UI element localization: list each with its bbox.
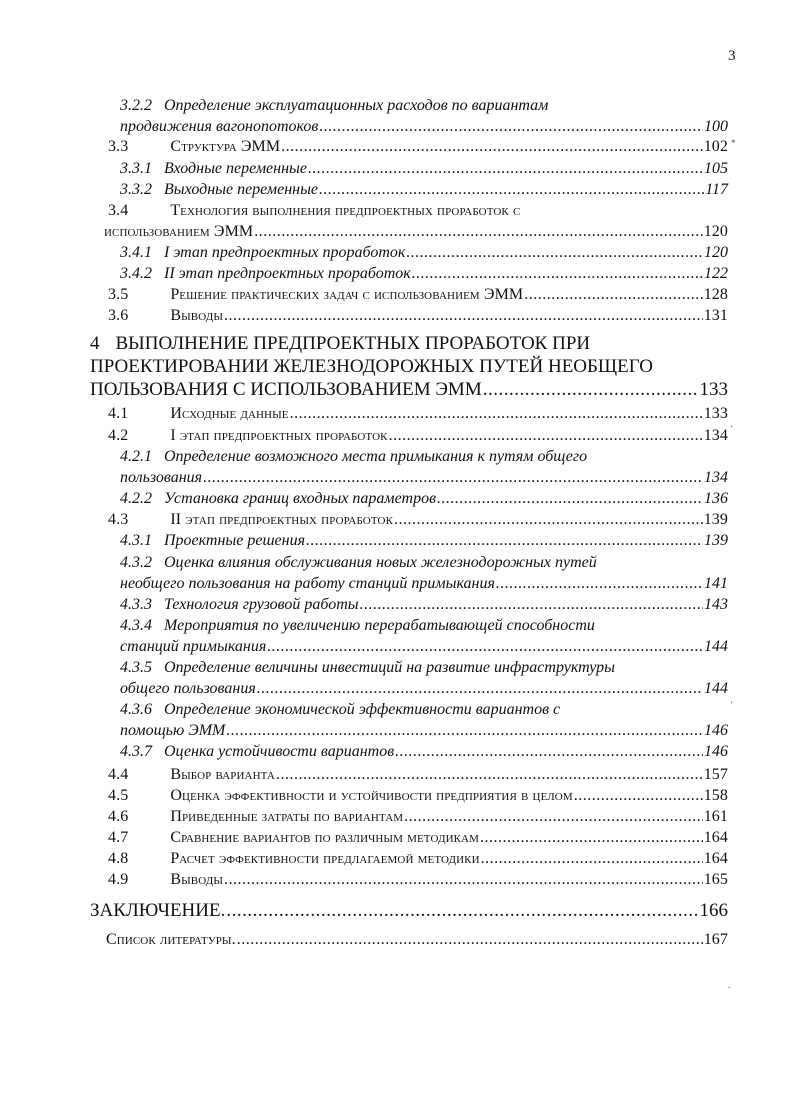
- page-number: 3: [728, 48, 736, 64]
- scan-speck-mark: .: [728, 980, 731, 990]
- toc-entry-title: Проектные решения: [164, 532, 306, 549]
- toc-page-number: 133: [699, 379, 728, 400]
- toc-entry-title: Оценка эффективности и устойчивости предприятия в целом: [170, 787, 573, 804]
- toc-entry-number: 4.8: [108, 850, 129, 867]
- toc-entry-title: использованием ЭММ: [104, 223, 254, 240]
- toc-entry-number: 3.5: [108, 286, 129, 303]
- toc-entry[interactable]: [108, 786, 728, 806]
- toc-entry-title-line: [120, 447, 587, 467]
- toc-entry[interactable]: [108, 807, 728, 827]
- toc-entry-title: Оценка устойчивости вариантов: [164, 743, 395, 760]
- toc-entry-title-text: Определение экономической эффективности вариантов с: [164, 701, 561, 718]
- toc-page-number: 166: [699, 900, 728, 921]
- toc-entry-title: продвижения вагонопотоков: [120, 118, 319, 135]
- toc-page-number: 134: [704, 469, 728, 486]
- toc-entry[interactable]: [120, 468, 728, 488]
- dot-leader: [319, 180, 704, 200]
- toc-entry-title-line: [120, 553, 597, 573]
- toc-entry-title-text: Оценка влияния обслуживания новых железнодорожных путей: [164, 554, 597, 571]
- toc-page-number: 164: [703, 829, 728, 846]
- toc-entry-title: II этап предпроектных проработок: [170, 511, 394, 528]
- toc-entry-number: 4.2: [108, 427, 129, 444]
- toc-entry-number: 4.3.1: [120, 532, 152, 549]
- dot-leader: [404, 807, 703, 827]
- toc-entry-number: 4.3: [108, 511, 129, 528]
- dot-leader: [226, 721, 703, 741]
- toc-page-number: 144: [704, 680, 728, 697]
- toc-entry-title: Выбор варианта: [170, 766, 275, 783]
- toc-entry-title: Решение практических задач с использованием ЭММ: [170, 286, 524, 303]
- toc-entry-title: I этап предпроектных проработок: [170, 427, 388, 444]
- toc-entry[interactable]: [90, 379, 728, 401]
- dot-leader: [412, 264, 703, 284]
- dot-leader: [267, 637, 703, 657]
- toc-entry-title-line: [120, 658, 615, 678]
- toc-entry-title: помощью ЭММ: [120, 722, 226, 739]
- toc-page-number: 139: [704, 532, 728, 549]
- dot-leader: [281, 137, 703, 157]
- toc-page-number: 117: [705, 181, 728, 198]
- toc-entry-title: Исходные данные: [170, 405, 289, 422]
- toc-entry-title: станций примыкания: [120, 638, 267, 655]
- toc-entry-number: 4.3.2: [120, 554, 152, 571]
- toc-entry-title: Приведенные затраты по вариантам: [170, 808, 404, 825]
- toc-entry-number: 3.6: [108, 307, 129, 324]
- toc-entry-number: 4.3.6: [120, 701, 152, 718]
- toc-page-number: 165: [703, 871, 728, 888]
- toc-entry-title: Выводы: [170, 307, 224, 324]
- toc-entry[interactable]: [108, 510, 728, 530]
- toc-entry-number: 3.3.2: [120, 181, 152, 198]
- toc-page-number: 120: [703, 223, 728, 240]
- dot-leader: [306, 531, 703, 551]
- toc-entry-title-text: Определение эксплуатационных расходов по вариантам: [164, 97, 549, 114]
- toc-entry-number: 4.2.2: [120, 490, 152, 507]
- dot-leader: [257, 679, 703, 699]
- toc-entry-title: Установка границ входных параметров: [164, 490, 437, 507]
- toc-entry[interactable]: [120, 595, 728, 615]
- toc-page-number: 161: [703, 808, 728, 825]
- toc-entry-title-text: Определение возможного места примыкания к путям общего: [164, 448, 588, 465]
- toc-page-number: 141: [704, 575, 728, 592]
- toc-entry-title: ЗАКЛЮЧЕНИЕ.: [90, 900, 226, 921]
- toc-page-number: 128: [703, 286, 728, 303]
- toc-entry[interactable]: [90, 900, 728, 922]
- dot-leader: [276, 765, 703, 785]
- toc-page-number: 164: [703, 850, 728, 867]
- toc-entry-title-text: Технология выполнения предпроектных проработок с: [170, 202, 521, 219]
- toc-entry-number: 4.5: [108, 787, 129, 804]
- toc-entry-title: Входные переменные: [164, 160, 307, 177]
- toc-entry-number: 4.7: [108, 829, 129, 846]
- toc-entry[interactable]: [120, 489, 728, 509]
- toc-entry[interactable]: [108, 828, 728, 848]
- toc-page-number: 120: [704, 244, 728, 261]
- toc-entry-title: необщего пользования на работу станций примыкания: [120, 575, 495, 592]
- toc-entry-title-line: [120, 96, 548, 116]
- toc-entry-title-line: [120, 700, 560, 720]
- toc-entry-title: I этап предпроектных проработок: [164, 244, 406, 261]
- toc-entry-number: 3.4.2: [120, 265, 152, 282]
- dot-leader: [524, 285, 702, 305]
- toc-page-number: 146: [704, 722, 728, 739]
- toc-entry-title: Список литературы.: [106, 931, 236, 948]
- toc-entry-title: II этап предпроектных проработок: [164, 265, 411, 282]
- toc-entry[interactable]: [120, 721, 728, 741]
- dot-leader: [574, 786, 703, 806]
- toc-entry[interactable]: [120, 742, 728, 762]
- toc-page-number: 100: [704, 118, 728, 135]
- dot-leader: [308, 159, 703, 179]
- dot-leader: [254, 222, 702, 242]
- dot-leader: [360, 595, 703, 615]
- toc-page-number: 144: [704, 638, 728, 655]
- toc-entry[interactable]: [120, 159, 728, 179]
- toc-entry[interactable]: [108, 404, 728, 424]
- scan-speck-mark: ': [731, 424, 733, 434]
- toc-entry-number: 4.6: [108, 808, 129, 825]
- toc-entry-title-line: [120, 616, 595, 636]
- dot-leader: [224, 306, 703, 326]
- toc-entry[interactable]: [106, 930, 728, 950]
- toc-page-number: 158: [703, 787, 728, 804]
- toc-entry[interactable]: [108, 849, 728, 869]
- toc-entry[interactable]: [120, 243, 728, 263]
- toc-page-number: 134: [703, 427, 728, 444]
- toc-page-number: 131: [703, 307, 728, 324]
- toc-entry-number: 4.2.1: [120, 448, 152, 465]
- dot-leader: [224, 870, 703, 890]
- toc-entry-number: 4.3.3: [120, 596, 152, 613]
- toc-entry-title: пользования: [120, 469, 203, 486]
- toc-entry[interactable]: [108, 765, 728, 785]
- dot-leader: [406, 243, 703, 263]
- toc-page-number: 133: [703, 405, 728, 422]
- toc-entry-number: 3.2.2: [120, 97, 152, 114]
- toc-entry-number: 3.4.1: [120, 244, 152, 261]
- toc-entry-number: 4: [90, 333, 100, 354]
- toc-entry-number: 4.1: [108, 405, 129, 422]
- toc-entry[interactable]: [108, 306, 728, 326]
- toc-page-number: 122: [704, 265, 728, 282]
- toc-entry-title-text: ВЫПОЛНЕНИЕ ПРЕДПРОЕКТНЫХ ПРОРАБОТОК ПРИ: [115, 333, 591, 354]
- toc-page-number: 105: [704, 160, 728, 177]
- dot-leader: [203, 468, 703, 488]
- toc-page-number: 167: [703, 931, 728, 948]
- dot-leader: [394, 510, 703, 530]
- toc-entry-title-text: ПРОЕКТИРОВАНИИ ЖЕЛЕЗНОДОРОЖНЫХ ПУТЕЙ НЕОБЩЕГО: [90, 356, 653, 377]
- dot-leader: [319, 117, 703, 137]
- toc-entry-title: Структура ЭММ: [170, 138, 281, 155]
- toc-entry-title: Технология грузовой работы: [164, 596, 359, 613]
- scan-speck-mark: *: [731, 138, 736, 148]
- toc-entry-number: 3.3: [108, 138, 129, 155]
- dot-leader: [480, 828, 703, 848]
- dot-leader: [437, 489, 703, 509]
- toc-entry-title: Выводы: [170, 871, 224, 888]
- toc-entry-number: 4.3.5: [120, 659, 152, 676]
- toc-entry[interactable]: [120, 574, 728, 594]
- toc-entry-number: 4.3.4: [120, 617, 152, 634]
- toc-entry[interactable]: [120, 679, 728, 699]
- toc-entry-title: Сравнение вариантов по различным методикам: [170, 829, 479, 846]
- toc-entry[interactable]: [120, 637, 728, 657]
- toc-entry-title: общего пользования: [120, 680, 256, 697]
- toc-page-number: 102: [703, 138, 728, 155]
- toc-entry-title: Расчет эффективности предлагаемой методики: [170, 850, 480, 867]
- dot-leader: [389, 426, 703, 446]
- toc-entry[interactable]: [108, 426, 728, 446]
- toc-entry[interactable]: [120, 180, 728, 200]
- dot-leader: [481, 849, 703, 869]
- toc-entry-title-text: Определение величины инвестиций на развитие инфраструктуры: [164, 659, 616, 676]
- toc-entry-number: 4.9: [108, 871, 129, 888]
- toc-page-number: 146: [704, 743, 728, 760]
- dot-leader: [237, 930, 703, 950]
- toc-entry[interactable]: [120, 117, 728, 137]
- dot-leader: [226, 900, 698, 922]
- toc-entry[interactable]: [120, 531, 728, 551]
- toc-entry-title: Выходные переменные: [164, 181, 318, 198]
- toc-entry-number: 4.4: [108, 766, 129, 783]
- toc-entry[interactable]: [104, 222, 728, 242]
- toc-page-number: 143: [704, 596, 728, 613]
- toc-entry-title-line: [108, 201, 520, 221]
- dot-leader: [483, 379, 699, 401]
- toc-entry-title: ПОЛЬЗОВАНИЯ С ИСПОЛЬЗОВАНИЕМ ЭММ: [90, 379, 482, 400]
- toc-entry[interactable]: [108, 137, 728, 157]
- toc-entry[interactable]: [108, 285, 728, 305]
- toc-entry-title-text: Мероприятия по увеличению перерабатывающей способности: [164, 617, 595, 634]
- toc-entry-title-line: [90, 333, 590, 355]
- dot-leader: [290, 404, 703, 424]
- toc-entry-number: 3.3.1: [120, 160, 152, 177]
- toc-page-number: 139: [703, 511, 728, 528]
- toc-entry-number: 4.3.7: [120, 743, 152, 760]
- toc-entry-title-line: [90, 356, 653, 378]
- dot-leader: [395, 742, 703, 762]
- dot-leader: [496, 574, 703, 594]
- toc-page-number: 157: [703, 766, 728, 783]
- toc-entry-number: 3.4: [108, 202, 129, 219]
- toc-entry[interactable]: [120, 264, 728, 284]
- toc-page-number: 136: [704, 490, 728, 507]
- scan-speck-mark: ': [731, 700, 733, 710]
- toc-entry[interactable]: [108, 870, 728, 890]
